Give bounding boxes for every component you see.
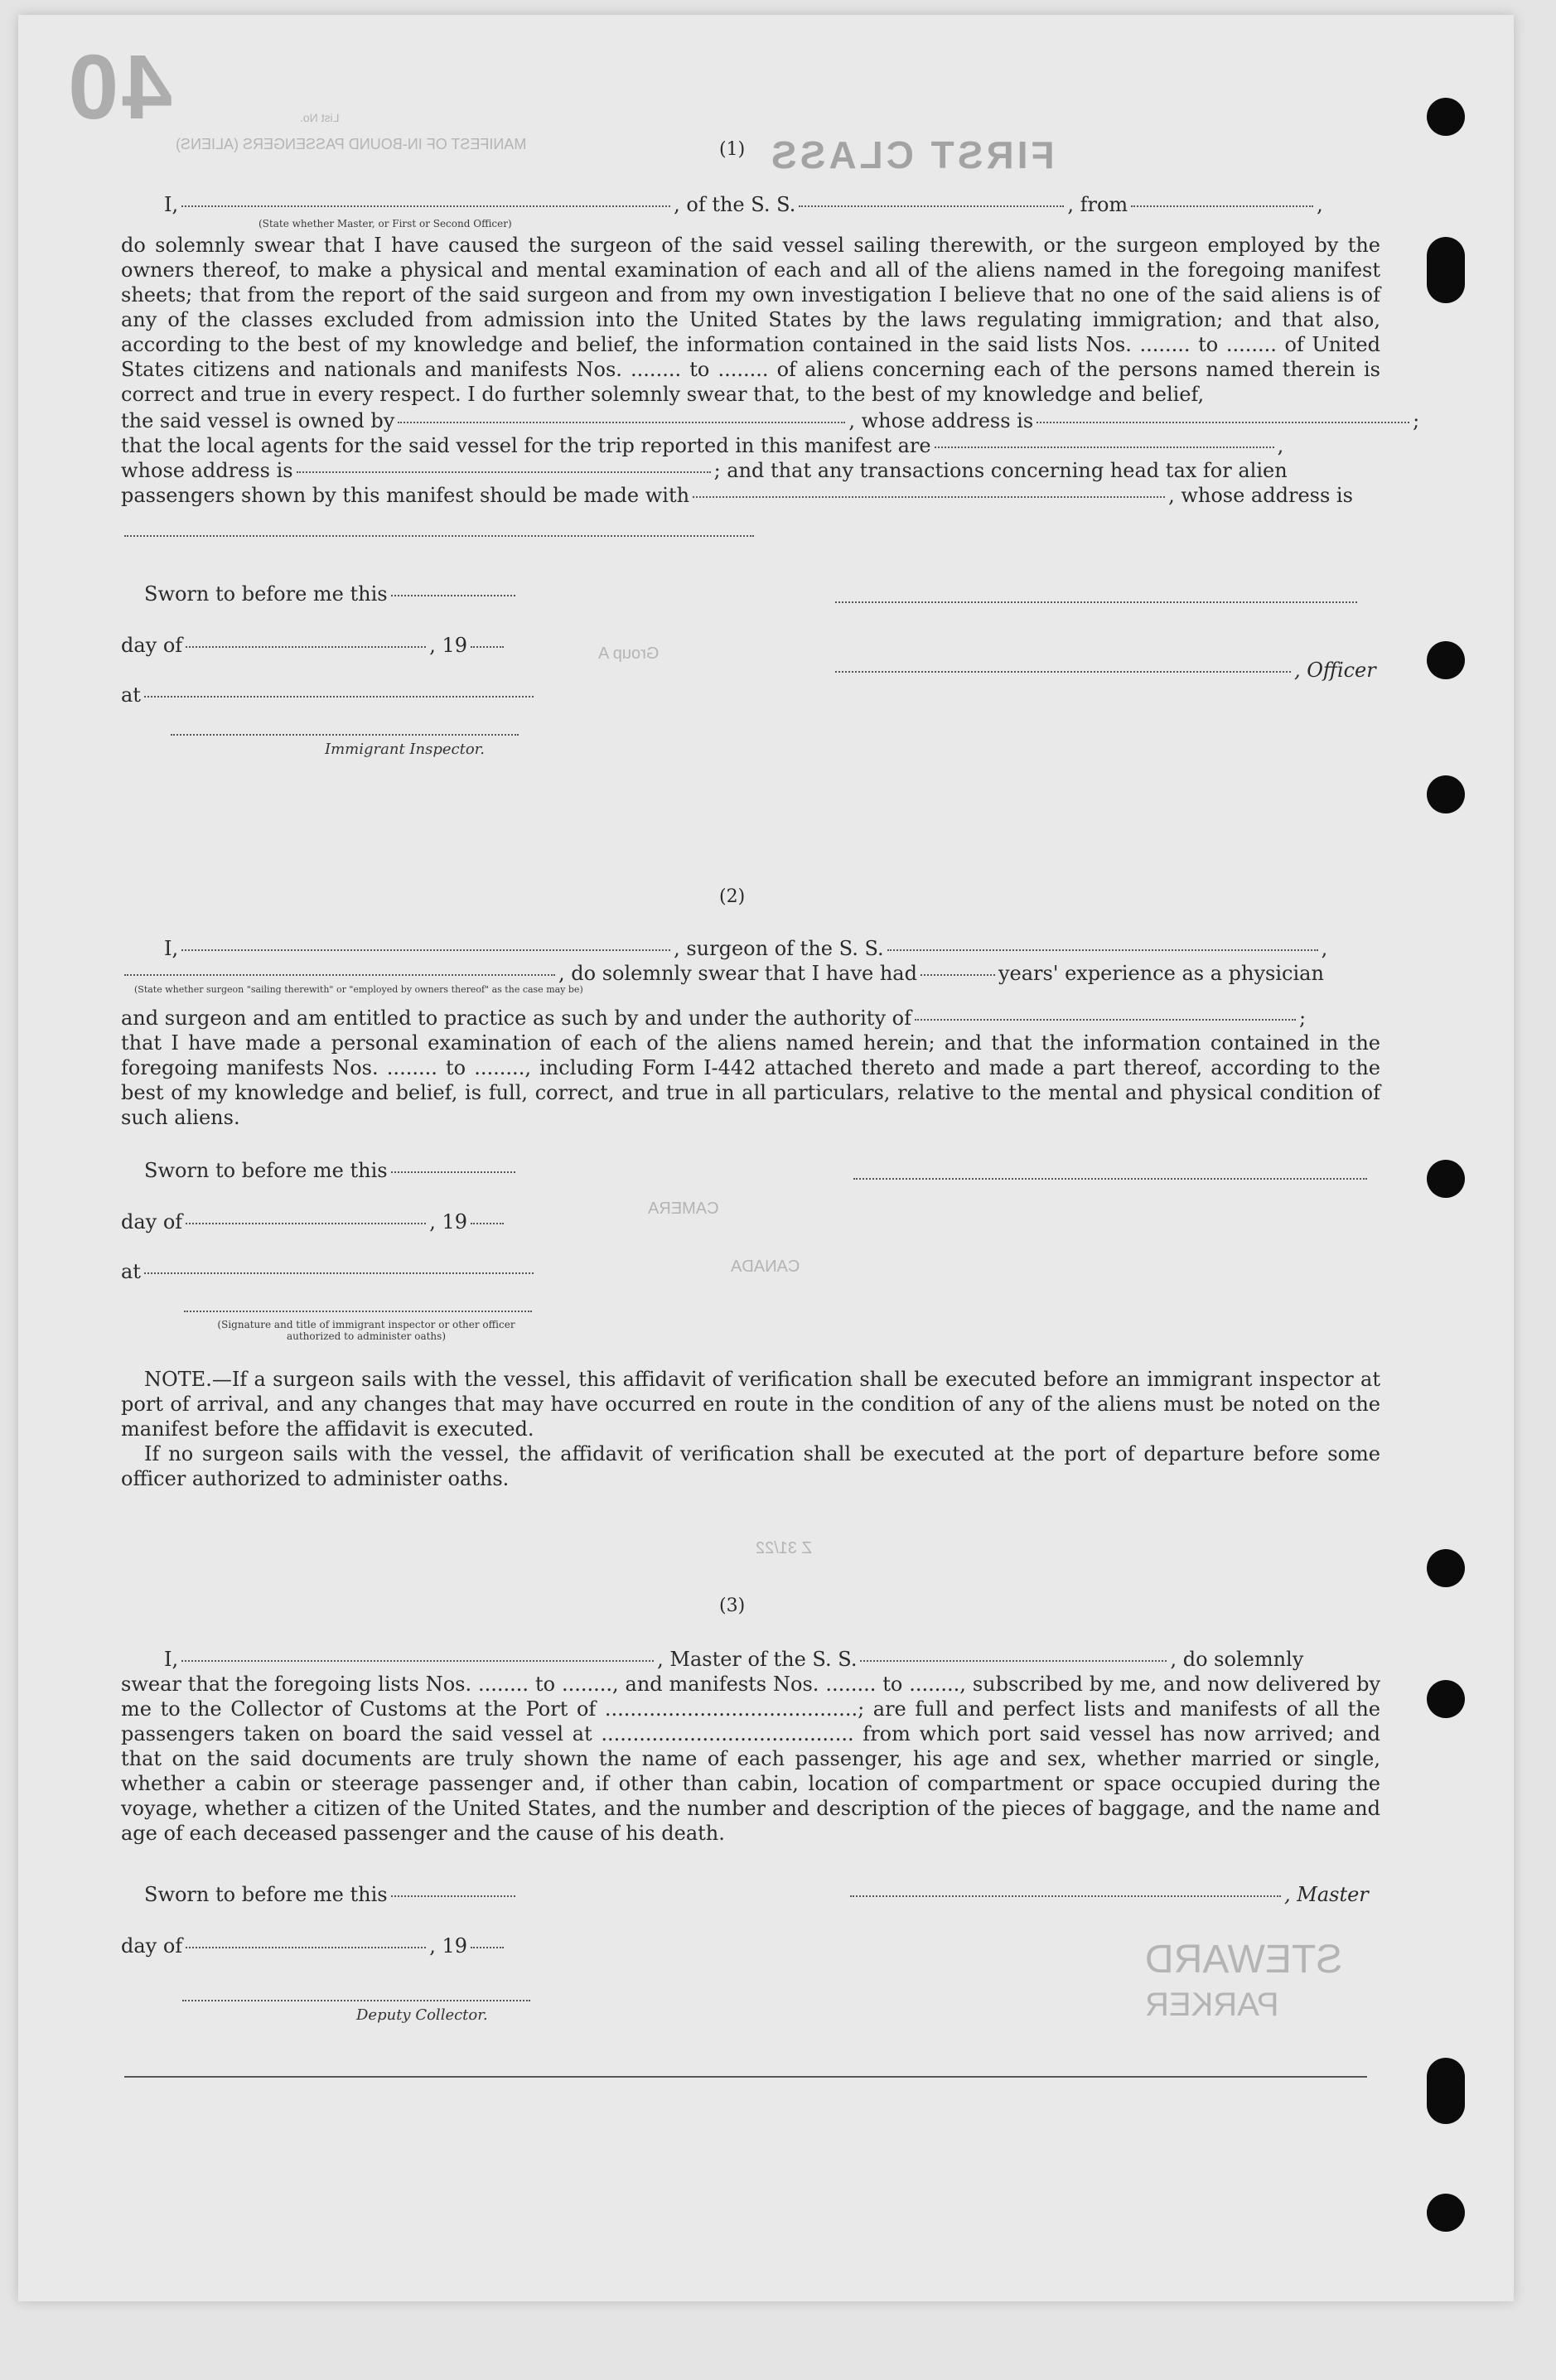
address-blank — [124, 535, 754, 537]
document-page — [18, 15, 1514, 2301]
signature-caption: (Signature and title of immigrant inspector or other officer authorized to administer oaths) — [217, 1319, 515, 1342]
surgeon-signature-blank — [853, 1178, 1367, 1180]
bleed-through-text: CAMERA — [648, 1200, 719, 1218]
officer-line: , Officer — [832, 658, 1376, 683]
punch-hole — [1427, 775, 1465, 813]
bleed-through-text: PARKER — [1145, 1987, 1279, 2023]
sworn-line: Sworn to before me this — [144, 1158, 519, 1183]
note-paragraph: NOTE.—If a surgeon sails with the vessel, this affidavit of verification shall be executed before an immigrant inspector at port of arrival, and any changes that may have occurred en route in the condition of any of the aliens must be noted on the manifest before the affidavit is executed. — [121, 1368, 1380, 1441]
section-number: (2) — [719, 886, 746, 907]
punch-hole — [1427, 1549, 1465, 1587]
address-line: whose address is ; and that any transactions concerning head tax for alien — [121, 459, 1288, 482]
punch-hole — [1427, 641, 1465, 679]
punch-hole — [1427, 237, 1465, 303]
surgeon-line: I, , surgeon of the S. S. , — [164, 937, 1328, 960]
master-line: I, , Master of the S. S. , do solemnly — [164, 1648, 1304, 1671]
owner-line: the said vessel is owned by , whose address is ; — [121, 409, 1420, 432]
bleed-through-text: STEWARD — [1145, 1938, 1343, 1982]
deputy-caption: Deputy Collector. — [356, 2006, 488, 2024]
inspector-signature-blank — [184, 1311, 532, 1312]
section-number: (3) — [719, 1596, 746, 1616]
punch-hole — [1427, 2058, 1465, 2124]
agents-line: that the local agents for the said vessel for the trip reported in this manifest are , — [121, 434, 1284, 457]
bleed-through-text: CANADA — [731, 1258, 800, 1276]
punch-hole — [1427, 98, 1465, 136]
note-paragraph: If no surgeon sails with the vessel, the affidavit of verification shall be executed at the port of departure before some officer authorized to administer oaths. — [121, 1442, 1380, 1490]
punch-hole — [1427, 1680, 1465, 1718]
sworn-line: Sworn to before me this — [144, 1882, 519, 1907]
officer-signature-blank — [835, 601, 1357, 603]
day-line: day of , 19 — [121, 633, 507, 658]
field-hint: (State whether Master, or First or Second Officer) — [259, 218, 512, 229]
punch-hole — [1427, 1160, 1465, 1198]
class-stamp: FIRST CLASS — [768, 133, 1055, 176]
authority-line: and surgeon and am entitled to practice as such by and under the authority of ; — [121, 1007, 1307, 1030]
experience-line: , do solemnly swear that I have had years' experience as a physician — [121, 961, 1324, 986]
day-line: day of , 19 — [121, 1209, 507, 1234]
master-signature-line: , Master — [847, 1882, 1369, 1907]
master-oath-paragraph: swear that the foregoing lists Nos. ........ to ........, and manifests Nos. ........ to ........, subscribed by me, and now delivered by me to the Collector of Customs at the Port of ........................................; are full and perfect lists and manifests of all the passengers taken on board the said vessel at ........................................ from which port said vessel has now arrived; and that on the said documents are truly shown the name of each passenger, his age and sex, whether married or single, whether a cabin or steerage passenger and, if other than cabin, location of compartment or space occupied during the voyage, whether a citizen of the United States, and the number and description of the pieces of baggage, and the name and age of each deceased passenger and the cause of his death. — [121, 1673, 1380, 1845]
day-line: day of , 19 — [121, 1933, 507, 1958]
bottom-rule — [124, 2076, 1367, 2078]
passengers-line: passengers shown by this manifest should be made with , whose address is — [121, 484, 1353, 507]
at-line: at — [121, 1259, 537, 1284]
punch-hole — [1427, 2194, 1465, 2232]
section-number: (1) — [719, 139, 746, 160]
deputy-signature-blank — [182, 2000, 530, 2001]
bleed-through-small: List No. — [300, 111, 340, 124]
bleed-through-text: Group A — [598, 644, 660, 663]
examination-paragraph: that I have made a personal examination of each of the aliens named herein; and that the information contained in the foregoing manifests Nos. ........ to ........, including Form I-442 attached thereto and made a part thereof, according to the best of my knowledge and belief, is full, correct, and true in all particulars, relative to the mental and physical condition of such aliens. — [121, 1031, 1380, 1129]
inspector-signature-blank — [171, 734, 519, 736]
inspector-caption: Immigrant Inspector. — [325, 741, 486, 758]
oath-paragraph: do solemnly swear that I have caused the surgeon of the said vessel sailing therewith, or the surgeon employed by the owners thereof, to make a physical and mental examination of each and all of the aliens named in the foregoing manifest sheets; that from the report of the said surgeon and from my own investigation I believe that no one of the said aliens is of any of the classes excluded from admission into the United States by the laws regulating immigration; and that also, according to the best of my knowledge and belief, the information contained in the said lists Nos. ........ to ........ of United States citizens and nationals and manifests Nos. ........ to ........ of aliens concerning each of the persons named therein is correct and true in every respect. I do further solemnly swear that, to the best of my knowledge and belief, — [121, 234, 1380, 406]
sworn-line: Sworn to before me this — [144, 582, 519, 606]
bleed-through-text: Z 31/22 — [756, 1539, 812, 1557]
bleed-through-header: MANIFEST OF IN-BOUND PASSENGERS (ALIENS) — [176, 136, 527, 152]
page-number-stamp: 40 — [65, 36, 173, 138]
officer-declaration-line: I, , of the S. S. , from , — [164, 193, 1323, 216]
at-line: at — [121, 683, 537, 707]
field-hint: (State whether surgeon "sailing therewith" or "employed by owners thereof" as the case may be) — [134, 984, 583, 995]
